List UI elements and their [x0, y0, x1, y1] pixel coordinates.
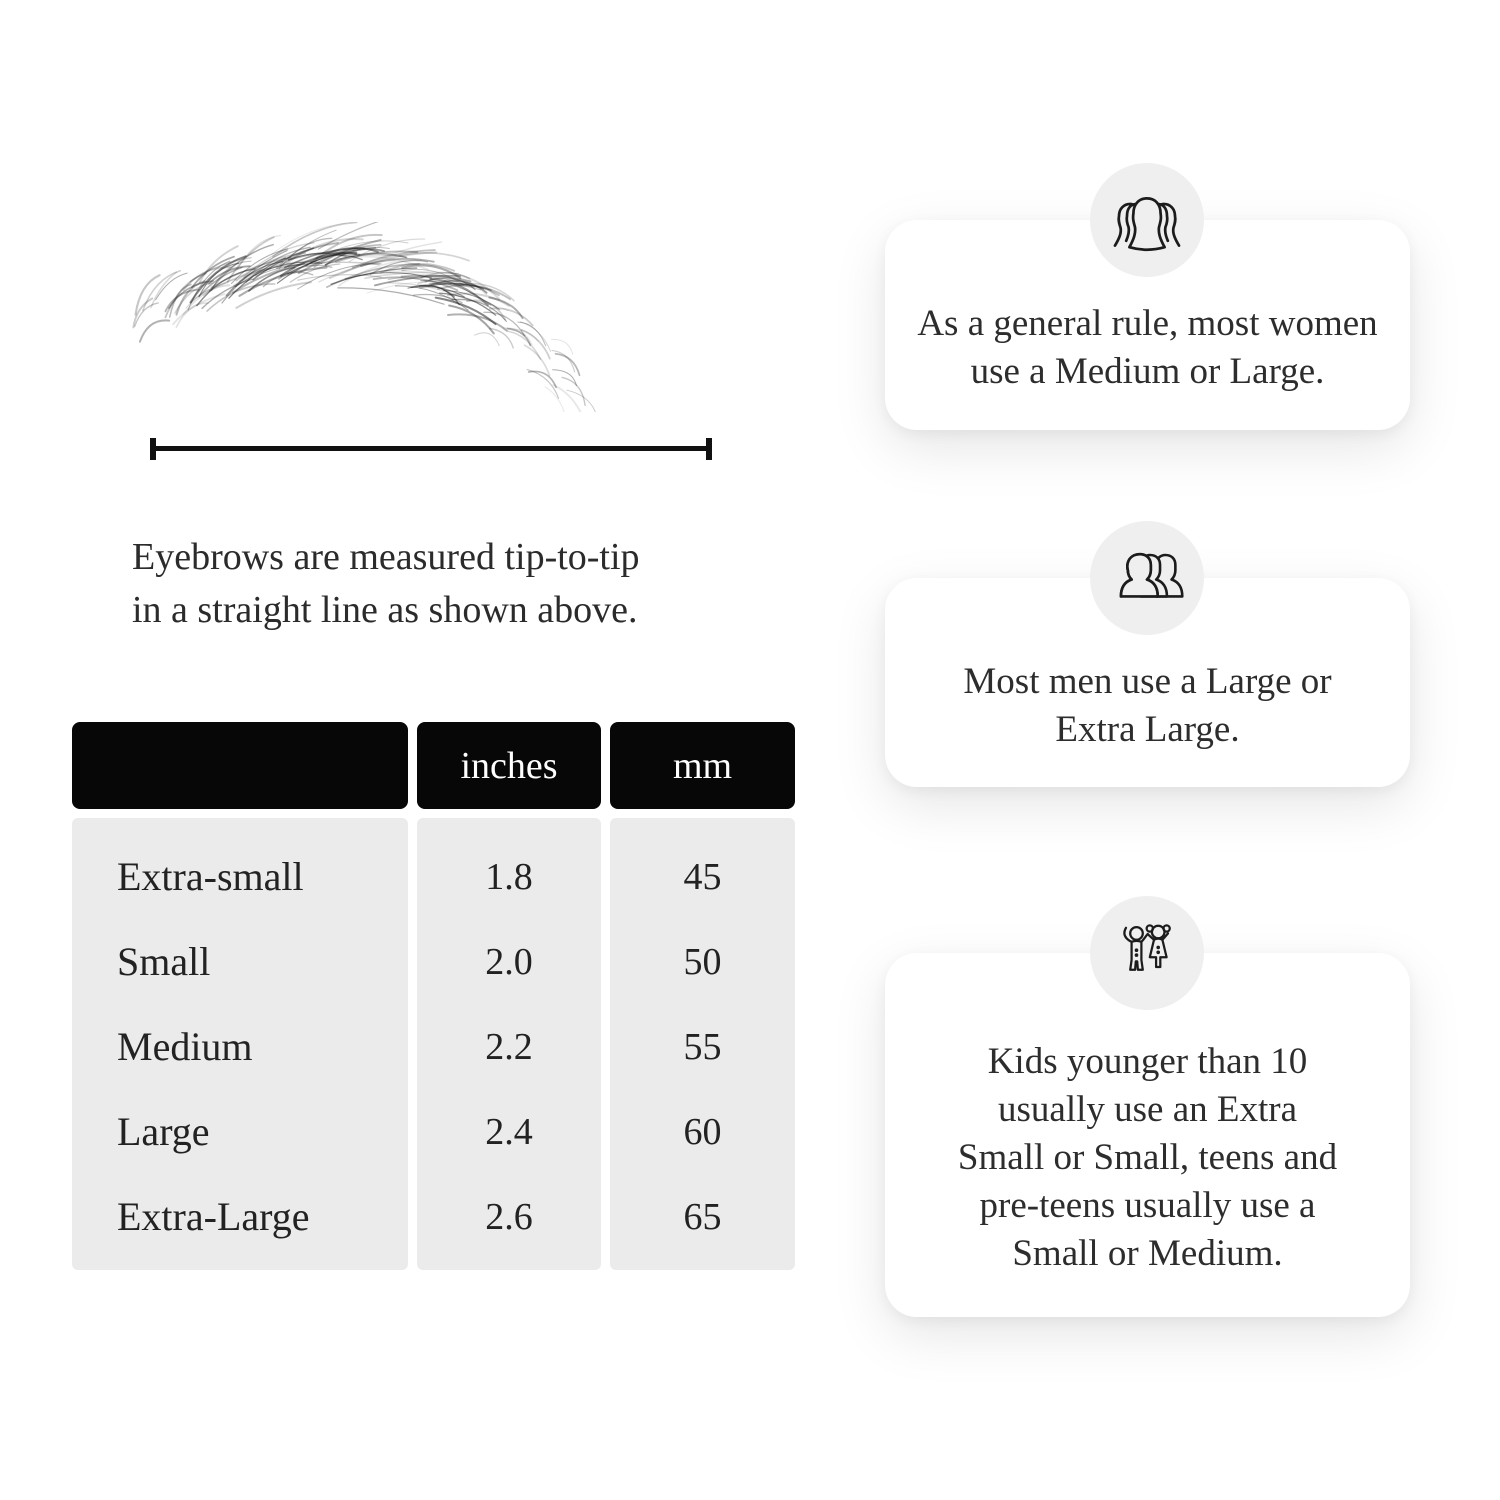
men-icon-circle	[1090, 521, 1204, 635]
card-women-line-1: As a general rule, most women	[917, 303, 1378, 344]
card-kids-line-1: Kids younger than 10	[987, 1041, 1308, 1082]
kids-icon	[1105, 911, 1189, 995]
table-cell-inches-3: 2.4	[485, 1110, 533, 1153]
card-kids-line-3: Small or Small, teens and	[957, 1137, 1338, 1178]
card-women-line-2: use a Medium or Large.	[970, 351, 1325, 392]
table-column-mm	[610, 818, 795, 1270]
card-kids-line-4: pre-teens usually use a	[979, 1185, 1316, 1226]
table-column-inches	[417, 818, 601, 1270]
table-cell-inches-2: 2.2	[485, 1025, 533, 1068]
table-cell-mm-3: 60	[683, 1110, 722, 1153]
diagram-caption	[132, 531, 640, 637]
measure-bar	[150, 446, 712, 451]
table-cell-label-2: Medium	[117, 1024, 253, 1069]
table-cell-inches-0: 1.8	[485, 855, 533, 898]
table-cell-label-1: Small	[117, 939, 211, 984]
table-cell-label-3: Large	[117, 1109, 210, 1154]
women-group-icon	[1099, 180, 1195, 260]
card-men-line-2: Extra Large.	[1055, 708, 1240, 750]
card-kids-line-2: usually use an Extra	[998, 1089, 1297, 1130]
table-header-mm: mm	[610, 722, 795, 809]
table-header-label	[72, 722, 408, 809]
measure-cap-right	[706, 438, 712, 460]
table-header-inches: inches	[417, 722, 601, 809]
table-cell-mm-4: 65	[683, 1195, 722, 1238]
table-cell-label-0: Extra-small	[117, 854, 304, 899]
eyebrow-illustration	[112, 222, 612, 412]
size-table	[72, 722, 795, 1270]
table-cell-mm-1: 50	[683, 940, 722, 983]
caption-line-2: in a straight line as shown above.	[132, 589, 638, 631]
table-cell-mm-0: 45	[683, 855, 722, 898]
men-group-icon	[1101, 538, 1193, 618]
caption-line-1: Eyebrows are measured tip-to-tip	[132, 536, 640, 578]
table-cell-label-4: Extra-Large	[117, 1194, 310, 1239]
table-cell-inches-4: 2.6	[485, 1195, 533, 1238]
card-kids-line-5: Small or Medium.	[1012, 1233, 1283, 1274]
women-icon-circle	[1090, 163, 1204, 277]
table-cell-mm-2: 55	[683, 1025, 722, 1068]
table-cell-inches-1: 2.0	[485, 940, 533, 983]
measurement-line	[150, 438, 712, 460]
kids-icon-circle	[1090, 896, 1204, 1010]
table-column-labels	[72, 818, 408, 1270]
size-table-header	[72, 722, 795, 809]
card-men-line-1: Most men use a Large or	[963, 660, 1332, 702]
size-table-body	[72, 818, 795, 1270]
